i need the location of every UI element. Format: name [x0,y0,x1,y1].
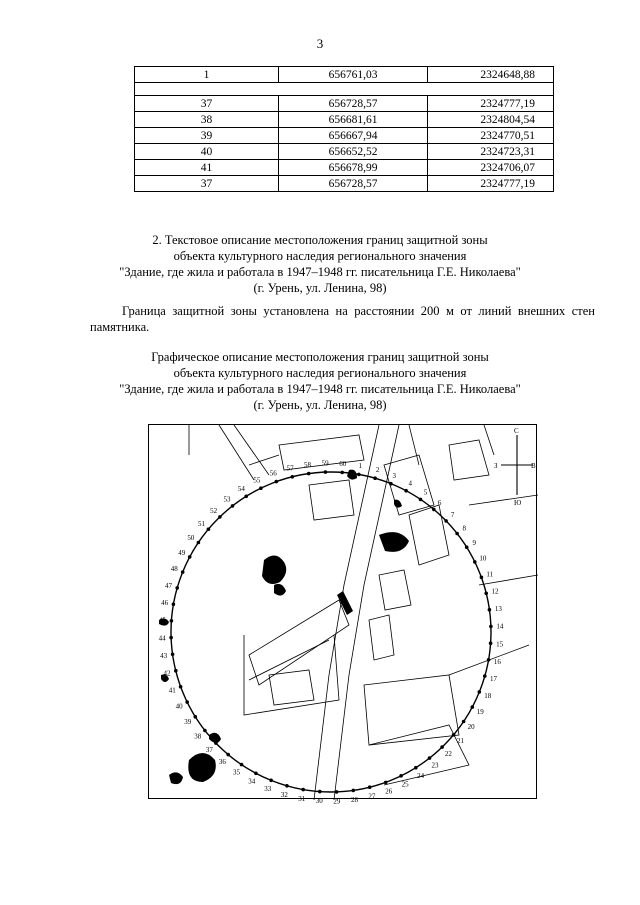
boundary-point-label: 33 [264,785,272,794]
boundary-point-label: 13 [494,605,502,613]
boundary-point-label: 8 [462,524,466,533]
boundary-point-label: 12 [491,587,499,596]
boundary-point-label: 51 [198,519,205,528]
page-number: 3 [316,36,324,51]
boundary-point-marker [324,470,328,474]
boundary-points [159,460,504,806]
boundary-point-label: 29 [333,797,341,806]
boundary-point-marker [440,745,444,749]
boundary-point-label: 44 [158,634,166,643]
boundary-point-marker [218,515,222,519]
graphic-line4: (г. Урень, ул. Ленина, 98) [253,398,387,412]
boundary-point-marker [399,774,403,778]
y-coordinate-cell: 2324777,19 [428,176,554,192]
boundary-point-label: 30 [315,797,323,806]
y-coordinate-cell: 2324777,19 [428,96,554,112]
boundary-point-marker [357,473,361,477]
x-coordinate-cell: 656667,94 [279,128,428,144]
y-coordinate-cell: 2324706,07 [428,160,554,176]
boundary-point-label: 35 [233,768,240,777]
table-row [135,128,554,144]
boundary-point-marker [240,763,244,767]
boundary-point-label: 20 [467,723,475,731]
boundary-point-label: 28 [351,795,358,804]
boundary-point-marker [259,486,263,490]
compass-west: З [494,462,498,470]
boundary-point-marker [307,472,311,476]
point-number-cell: 40 [135,144,279,160]
x-coordinate-cell: 656681,61 [279,112,428,128]
boundary-point-label: 52 [210,506,218,515]
boundary-point-label: 6 [437,499,442,507]
boundary-point-marker [170,619,174,623]
boundary-point-label: 9 [472,538,477,547]
boundary-point-marker [172,602,176,606]
boundary-point-label: 15 [496,640,504,649]
boundary-point-marker [488,608,492,612]
boundary-point-marker [185,700,189,704]
boundary-point-label: 46 [161,599,169,608]
boundary-point-label: 7 [450,511,455,520]
y-coordinate-cell: 2324770,51 [428,128,554,144]
boundary-paragraph: Граница защитной зоны установлена на расстоянии 200 м от линий внешних стен памятника. [90,304,595,334]
boundary-point-marker [352,789,356,793]
boundary-point-label: 27 [368,792,376,801]
boundary-point-marker [340,471,344,475]
boundary-point-marker [179,685,183,689]
boundary-point-label: 55 [253,476,261,485]
boundary-point-marker [432,508,436,512]
boundary-point-label: 34 [248,777,256,786]
table-row [135,176,554,192]
boundary-point-marker [414,766,418,770]
boundary-point-marker [275,480,279,484]
boundary-point-marker [244,495,248,499]
boundary-point-label: 47 [165,581,172,590]
boundary-point-marker [444,519,448,523]
boundary-point-marker [214,741,218,745]
compass-north: С [514,427,519,435]
boundary-point-label: 22 [444,750,452,759]
section2-line1: 2. Текстовое описание местоположения границ защитной зоны [152,233,488,247]
boundary-point-marker [419,498,423,502]
table-row [135,67,554,83]
point-number-cell: 37 [135,96,279,112]
boundary-point-label: 23 [431,761,439,770]
boundary-point-label: 37 [205,745,213,754]
boundary-point-marker [384,781,388,785]
x-coordinate-cell: 656728,57 [279,96,428,112]
x-coordinate-cell: 656728,57 [279,176,428,192]
boundary-point-marker [188,555,192,559]
boundary-point-marker [452,733,456,737]
boundary-point-label: 25 [401,780,409,789]
boundary-point-marker [169,636,173,640]
boundary-point-label: 18 [484,691,492,700]
compass-south: Ю [514,499,522,507]
boundary-point-label: 39 [184,718,192,727]
graphic-line2: объекта культурного наследия регионального значения [173,366,467,380]
section2-line2: объекта культурного наследия регионального значения [173,249,467,263]
boundary-point-label: 31 [298,794,306,803]
boundary-point-marker [175,586,179,590]
boundary-point-marker [478,690,482,694]
boundary-point-marker [335,790,339,794]
point-number-cell: 37 [135,176,279,192]
boundary-point-label: 36 [218,758,226,766]
y-coordinate-cell: 2324723,31 [428,144,554,160]
boundary-point-marker [194,715,198,719]
boundary-point-marker [226,753,230,757]
boundary-point-marker [171,653,175,657]
boundary-point-marker [404,489,408,493]
boundary-point-label: 4 [408,479,413,488]
y-coordinate-cell: 2324648,88 [428,67,554,83]
protection-zone-map [148,424,537,806]
boundary-point-label: 17 [490,675,497,684]
boundary-point-marker [285,784,289,788]
x-coordinate-cell: 656761,03 [279,67,428,83]
boundary-point-marker [484,592,488,596]
boundary-point-marker [489,641,493,645]
boundary-point-label: 54 [237,485,245,494]
boundary-point-label: 56 [269,469,277,478]
point-number-cell: 1 [135,67,279,83]
boundary-point-marker [480,576,484,580]
boundary-point-marker [428,756,432,760]
boundary-point-label: 60 [339,459,347,468]
point-number-cell: 39 [135,128,279,144]
boundary-point-label: 11 [486,570,494,579]
boundary-point-marker [487,658,491,662]
boundary-point-label: 45 [158,616,166,625]
boundary-point-label: 14 [496,622,504,631]
boundary-point-label: 32 [280,791,288,799]
boundary-point-marker [373,476,377,480]
boundary-point-label: 58 [304,461,311,470]
table-row [135,144,554,160]
y-coordinate-cell: 2324804,54 [428,112,554,128]
boundary-point-marker [489,625,493,629]
point-number-cell: 38 [135,112,279,128]
boundary-point-label: 19 [476,707,484,716]
boundary-point-label: 59 [321,459,329,468]
boundary-point-label: 38 [194,732,202,741]
boundary-point-label: 5 [423,488,428,497]
boundary-point-marker [465,545,469,549]
boundary-point-label: 50 [187,534,195,542]
section2-line4: (г. Урень, ул. Ленина, 98) [253,281,387,295]
graphic-line3: "Здание, где жила и работала в 1947–1948 гг. писательница Г.Е. Николаева" [119,382,521,396]
boundary-point-label: 40 [175,702,183,711]
boundary-point-label: 1 [358,462,363,471]
boundary-point-marker [231,504,235,508]
compass-east: В [531,462,536,470]
x-coordinate-cell: 656652,52 [279,144,428,160]
coordinates-table [134,66,554,192]
table-row [135,160,554,176]
boundary-point-marker [389,482,393,486]
x-coordinate-cell: 656678,99 [279,160,428,176]
boundary-point-marker [207,527,211,531]
map-drawing [149,425,538,806]
boundary-point-marker [181,570,185,574]
boundary-point-marker [455,532,459,536]
boundary-point-label: 57 [286,464,294,473]
section2-line3: "Здание, где жила и работала в 1947–1948 гг. писательница Г.Е. Николаева" [119,265,521,279]
boundary-point-label: 43 [160,652,168,660]
boundary-point-label: 41 [168,686,176,695]
boundary-point-label: 53 [223,495,231,504]
boundary-point-label: 10 [479,554,487,563]
boundary-point-marker [269,779,273,783]
table-gap-row [135,83,554,96]
point-number-cell: 41 [135,160,279,176]
boundary-point-label: 42 [163,669,171,678]
section2-heading [0,232,640,296]
boundary-point-label: 21 [457,737,464,746]
boundary-point-label: 49 [178,549,186,558]
table-row [135,112,554,128]
boundary-point-marker [483,674,487,678]
boundary-point-marker [197,541,201,545]
boundary-point-marker [318,790,322,794]
boundary-point-marker [291,475,295,479]
boundary-point-marker [368,785,372,789]
boundary-point-marker [471,705,475,709]
boundary-point-label: 2 [375,466,380,474]
boundary-point-label: 24 [417,771,425,780]
north-arrow-icon [501,435,533,495]
graphic-line1: Графическое описание местоположения границ защитной зоны [151,350,489,364]
boundary-point-label: 3 [392,471,397,480]
boundary-point-marker [174,669,178,673]
boundary-point-label: 48 [170,565,178,574]
boundary-point-label: 16 [493,657,501,666]
graphic-heading [0,349,640,413]
table-row [135,96,554,112]
boundary-point-marker [473,560,477,564]
boundary-point-label: 26 [385,787,393,796]
boundary-point-marker [462,720,466,724]
boundary-point-marker [301,788,305,792]
boundary-point-marker [203,729,207,733]
boundary-point-marker [254,772,258,776]
map-background-lines [189,425,538,800]
